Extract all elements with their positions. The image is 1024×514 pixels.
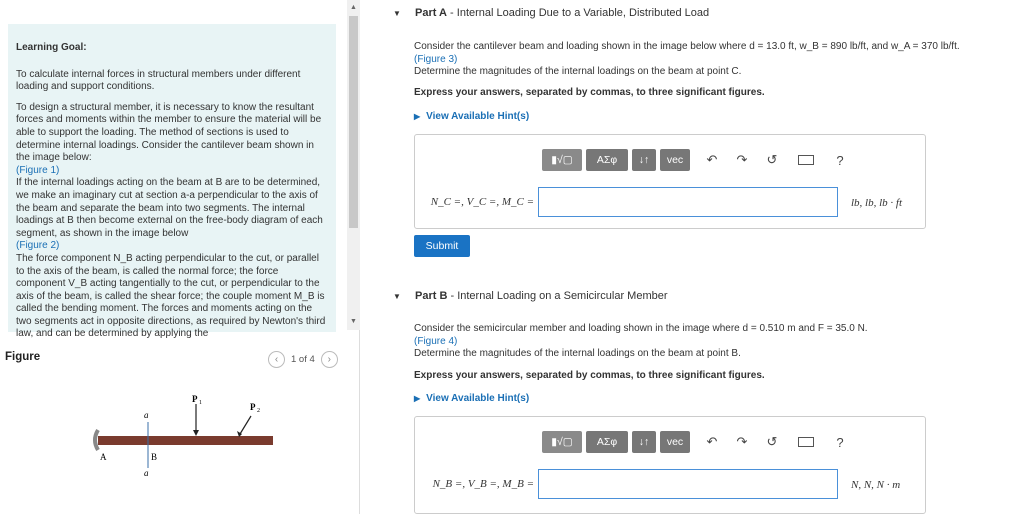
- part-a-hint-text: View Available Hint(s): [426, 111, 530, 122]
- greek-symbols-button[interactable]: ΑΣφ: [586, 149, 628, 171]
- learning-goal-scrollbar[interactable]: [347, 0, 360, 330]
- part-b-answer-box: [414, 416, 926, 514]
- p1-subscript: 1: [199, 400, 202, 406]
- vector-button[interactable]: vec: [660, 431, 690, 453]
- part-a-answer-input[interactable]: [538, 187, 838, 217]
- part-a-math-toolbar: [542, 149, 852, 171]
- part-a-line-2: Determine the magnitudes of the internal loadings on the beam at point C.: [414, 66, 742, 77]
- templates-button[interactable]: ▮√▢: [542, 149, 582, 171]
- part-b-answer-label: N_B =, V_B =, M_B =: [432, 478, 534, 490]
- scroll-down-icon[interactable]: ▼: [350, 318, 357, 325]
- section-label-top: a: [144, 410, 149, 420]
- collapse-part-b-icon[interactable]: ▼: [393, 292, 401, 301]
- load-p1-arrowhead: [193, 430, 199, 436]
- subscript-superscript-button[interactable]: ↓↑: [632, 431, 656, 453]
- p2-subscript: 2: [257, 408, 260, 414]
- figure-page-indicator: 1 of 4: [291, 354, 315, 365]
- figure-2-link[interactable]: (Figure 2): [16, 240, 60, 252]
- greek-symbols-button[interactable]: ΑΣφ: [586, 431, 628, 453]
- part-b-line-2: Determine the magnitudes of the internal loadings on the beam at point B.: [414, 348, 741, 359]
- cantilever-beam-figure: [88, 390, 288, 480]
- part-b-line-1: Consider the semicircular member and loading shown in the image where d = 0.510 m and F = 35.0 N.: [414, 323, 868, 334]
- paragraph-text: To design a structural member, it is necessary to know the resultant forces and moments within the member to ensure the material will be able to support the loading. The method of sections is used to determine internal loadings. Consider the cantilever beam shown in the image below:: [16, 101, 322, 164]
- wall-support: [95, 430, 98, 450]
- part-b-units: N, N, N · m: [851, 479, 901, 491]
- part-b-hint-text: View Available Hint(s): [426, 393, 530, 404]
- paragraph-text: If the internal loadings acting on the beam at B are to be determined, we make an imaginary cut at section a-a perpendicular to the axis of the beam and separate the beam into two segments. The internal loadings at B then become external on the free-body diagram of each segment, as shown in the image below: [16, 177, 323, 239]
- scroll-up-icon[interactable]: ▲: [350, 4, 357, 11]
- figure-4-link[interactable]: (Figure 4): [414, 335, 458, 347]
- part-b-hint-link[interactable]: [414, 393, 529, 404]
- part-b-answer-input[interactable]: [538, 469, 838, 499]
- right-panel: [361, 0, 1024, 514]
- part-a-answer-label: N_C =, V_C =, M_C =: [430, 196, 534, 208]
- part-b-instructions: Express your answers, separated by commas, to three significant figures.: [414, 370, 765, 381]
- part-a-problem: [414, 41, 1014, 79]
- prev-figure-button[interactable]: [268, 351, 285, 368]
- part-b-header[interactable]: Part B - Internal Loading on a Semicircular Member: [415, 290, 668, 302]
- help-icon[interactable]: ?: [836, 434, 844, 450]
- part-a-hint-link[interactable]: [414, 111, 529, 122]
- part-a-header[interactable]: Part A - Internal Loading Due to a Variable, Distributed Load: [415, 7, 710, 19]
- figure-1-link[interactable]: (Figure 1): [16, 164, 60, 176]
- scroll-thumb[interactable]: [349, 16, 358, 228]
- part-a-submit-button[interactable]: Submit: [414, 235, 470, 257]
- keyboard-icon[interactable]: [798, 155, 814, 165]
- undo-icon[interactable]: ↶: [706, 152, 718, 167]
- chevron-right-icon: ›: [327, 354, 331, 365]
- point-b-label: B: [151, 452, 158, 462]
- collapse-part-a-icon[interactable]: ▼: [393, 9, 401, 18]
- part-a-instructions: Express your answers, separated by commas, to three significant figures.: [414, 87, 765, 98]
- part-b-title: Internal Loading on a Semicircular Member: [457, 290, 668, 302]
- subscript-superscript-button[interactable]: ↓↑: [632, 149, 656, 171]
- caret-right-icon: ▶: [414, 112, 421, 121]
- part-b-answer-row: [425, 469, 838, 499]
- section-label-bottom: a: [144, 468, 149, 478]
- figure-pager: [268, 351, 338, 368]
- keyboard-icon[interactable]: [798, 437, 814, 447]
- point-a-label: A: [100, 452, 107, 462]
- figure-title: Figure: [5, 351, 41, 363]
- part-a-answer-row: [425, 187, 838, 217]
- part-a-label: Part A: [415, 7, 447, 19]
- paragraph-text: The force component N_B acting perpendicular to the cut, or parallel to the axis of the beam, is called the normal force; the force component V_B acting tangentially to the cut, or perpendicular to the axis of the beam, is called the shear force; the couple moment M_B is called the bending moment. The forces and moments acting on the two segments act in opposite directions, as required by Newton's third law, and can be determined by applying the: [16, 252, 326, 340]
- reset-icon[interactable]: ↺: [766, 152, 778, 167]
- vector-button[interactable]: vec: [660, 149, 690, 171]
- redo-icon[interactable]: ↷: [736, 152, 748, 167]
- learning-goal-heading: Learning Goal:: [16, 42, 87, 53]
- next-figure-button[interactable]: [321, 351, 338, 368]
- learning-goal-box: [8, 24, 336, 340]
- part-a-title: Internal Loading Due to a Variable, Distributed Load: [456, 7, 710, 19]
- part-b-problem: [414, 323, 1014, 361]
- load-p2-arrow: [240, 416, 251, 434]
- part-b-math-toolbar: [542, 431, 852, 453]
- part-a-units: lb, lb, lb · ft: [851, 197, 903, 209]
- left-panel: [0, 0, 360, 514]
- undo-icon[interactable]: ↶: [706, 434, 718, 449]
- templates-button[interactable]: ▮√▢: [542, 431, 582, 453]
- part-a-line-1: Consider the cantilever beam and loading shown in the image below where d = 13.0 ft, w_B = 890 lb/ft, and w_A = 370 lb/ft.: [414, 41, 960, 52]
- help-icon[interactable]: ?: [836, 152, 844, 168]
- redo-icon[interactable]: ↷: [736, 434, 748, 449]
- p2-label: P: [250, 402, 256, 412]
- learning-goal-intro: To calculate internal forces in structural members under different loading and support conditions.: [16, 68, 301, 93]
- reset-icon[interactable]: ↺: [766, 434, 778, 449]
- beam: [98, 436, 273, 445]
- chevron-left-icon: ‹: [274, 354, 279, 365]
- figure-3-link[interactable]: (Figure 3): [414, 53, 458, 65]
- p1-label: P: [192, 394, 198, 404]
- learning-goal-paragraph-2: [16, 102, 328, 341]
- part-b-label: Part B: [415, 290, 448, 302]
- caret-right-icon: ▶: [414, 394, 421, 403]
- part-a-answer-box: [414, 134, 926, 229]
